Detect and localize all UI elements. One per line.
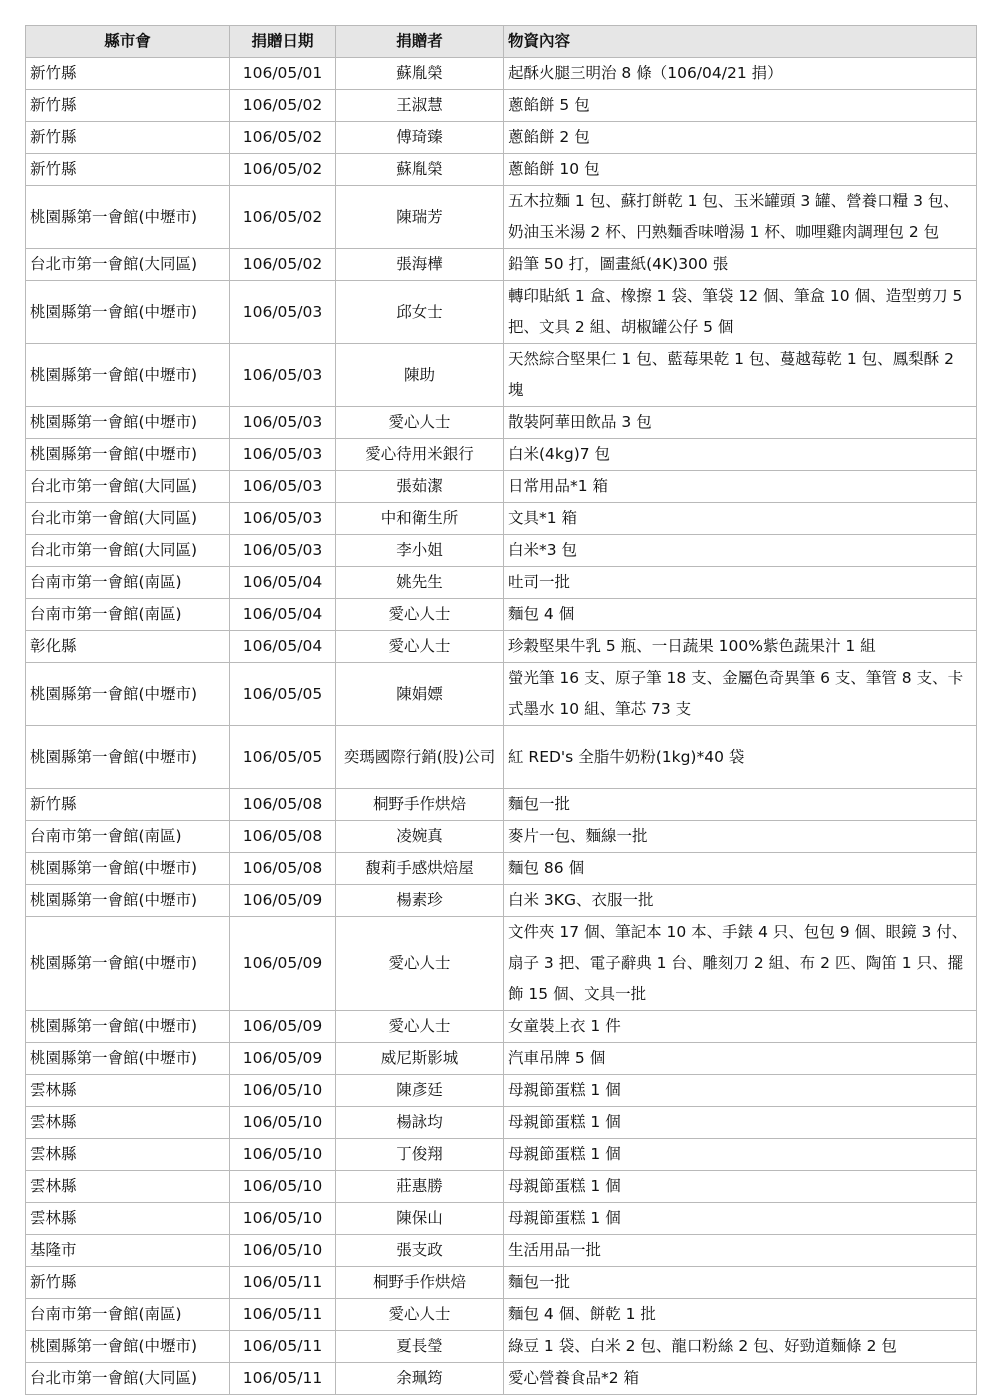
header-donor: 捐贈者	[336, 26, 504, 58]
cell-date: 106/05/09	[230, 917, 336, 1011]
table-row	[26, 1107, 977, 1139]
cell-date: 106/05/02	[230, 122, 336, 154]
cell-donor: 蘇胤榮	[336, 154, 504, 186]
cell-date: 106/05/02	[230, 186, 336, 249]
cell-date: 106/05/03	[230, 535, 336, 567]
cell-county: 雲林縣	[26, 1075, 230, 1107]
cell-items: 母親節蛋糕 1 個	[504, 1171, 977, 1203]
cell-county: 新竹縣	[26, 58, 230, 90]
cell-donor: 愛心人士	[336, 1011, 504, 1043]
cell-date: 106/05/10	[230, 1107, 336, 1139]
cell-donor: 愛心人士	[336, 407, 504, 439]
cell-date: 106/05/10	[230, 1235, 336, 1267]
cell-date: 106/05/09	[230, 1011, 336, 1043]
cell-county: 桃園縣第一會館(中壢市)	[26, 407, 230, 439]
cell-donor: 馥莉手感烘焙屋	[336, 853, 504, 885]
cell-items: 愛心營養食品*2 箱	[504, 1363, 977, 1395]
cell-date: 106/05/11	[230, 1363, 336, 1395]
table-row	[26, 567, 977, 599]
cell-donor: 夏長瑩	[336, 1331, 504, 1363]
cell-donor: 傅琦臻	[336, 122, 504, 154]
cell-donor: 桐野手作烘焙	[336, 1267, 504, 1299]
table-row	[26, 917, 977, 1011]
cell-county: 新竹縣	[26, 122, 230, 154]
cell-items: 蔥餡餅 2 包	[504, 122, 977, 154]
cell-county: 桃園縣第一會館(中壢市)	[26, 1043, 230, 1075]
cell-date: 106/05/03	[230, 281, 336, 344]
cell-date: 106/05/09	[230, 885, 336, 917]
cell-donor: 奕瑪國際行銷(股)公司	[336, 726, 504, 789]
cell-items: 五木拉麵 1 包、蘇打餅乾 1 包、玉米罐頭 3 罐、營養口糧 3 包、奶油玉米湯 2 杯、円熟麵香味噌湯 1 杯、咖哩雞肉調理包 2 包	[504, 186, 977, 249]
table-row	[26, 281, 977, 344]
cell-county: 桃園縣第一會館(中壢市)	[26, 1331, 230, 1363]
cell-donor: 姚先生	[336, 567, 504, 599]
cell-donor: 愛心人士	[336, 599, 504, 631]
cell-date: 106/05/05	[230, 726, 336, 789]
cell-date: 106/05/10	[230, 1203, 336, 1235]
cell-items: 女童裝上衣 1 件	[504, 1011, 977, 1043]
cell-items: 汽車吊牌 5 個	[504, 1043, 977, 1075]
cell-county: 桃園縣第一會館(中壢市)	[26, 853, 230, 885]
cell-donor: 中和衛生所	[336, 503, 504, 535]
cell-county: 新竹縣	[26, 154, 230, 186]
cell-items: 轉印貼紙 1 盒、橡擦 1 袋、筆袋 12 個、筆盒 10 個、造型剪刀 5 把、文具 2 組、胡椒罐公仔 5 個	[504, 281, 977, 344]
table-row	[26, 789, 977, 821]
cell-date: 106/05/08	[230, 853, 336, 885]
table-row	[26, 1203, 977, 1235]
cell-donor: 楊素珍	[336, 885, 504, 917]
cell-items: 麵包 4 個、餅乾 1 批	[504, 1299, 977, 1331]
table-row	[26, 503, 977, 535]
cell-county: 桃園縣第一會館(中壢市)	[26, 885, 230, 917]
cell-donor: 愛心待用米銀行	[336, 439, 504, 471]
cell-donor: 張海樺	[336, 249, 504, 281]
cell-county: 桃園縣第一會館(中壢市)	[26, 344, 230, 407]
cell-date: 106/05/05	[230, 663, 336, 726]
cell-items: 紅 RED's 全脂牛奶粉(1kg)*40 袋	[504, 726, 977, 789]
cell-date: 106/05/10	[230, 1171, 336, 1203]
cell-county: 桃園縣第一會館(中壢市)	[26, 917, 230, 1011]
cell-date: 106/05/08	[230, 821, 336, 853]
cell-items: 蔥餡餅 10 包	[504, 154, 977, 186]
cell-date: 106/05/11	[230, 1267, 336, 1299]
table-row	[26, 1171, 977, 1203]
cell-donor: 愛心人士	[336, 1299, 504, 1331]
table-row	[26, 90, 977, 122]
table-row	[26, 122, 977, 154]
cell-items: 鉛筆 50 打，圖畫紙(4K)300 張	[504, 249, 977, 281]
cell-date: 106/05/08	[230, 789, 336, 821]
cell-county: 桃園縣第一會館(中壢市)	[26, 663, 230, 726]
cell-items: 白米(4kg)7 包	[504, 439, 977, 471]
cell-county: 台南市第一會館(南區)	[26, 599, 230, 631]
table-header-row	[26, 26, 977, 58]
cell-county: 桃園縣第一會館(中壢市)	[26, 186, 230, 249]
table-row	[26, 853, 977, 885]
cell-county: 彰化縣	[26, 631, 230, 663]
cell-date: 106/05/11	[230, 1299, 336, 1331]
cell-county: 台北市第一會館(大同區)	[26, 503, 230, 535]
cell-items: 母親節蛋糕 1 個	[504, 1107, 977, 1139]
table-row	[26, 535, 977, 567]
cell-items: 生活用品一批	[504, 1235, 977, 1267]
cell-date: 106/05/03	[230, 439, 336, 471]
cell-county: 桃園縣第一會館(中壢市)	[26, 726, 230, 789]
cell-donor: 陳娟嫖	[336, 663, 504, 726]
cell-county: 台北市第一會館(大同區)	[26, 249, 230, 281]
table-row	[26, 471, 977, 503]
cell-items: 文具*1 箱	[504, 503, 977, 535]
cell-county: 雲林縣	[26, 1171, 230, 1203]
cell-donor: 丁俊翔	[336, 1139, 504, 1171]
cell-items: 麥片一包、麵線一批	[504, 821, 977, 853]
cell-items: 天然綜合堅果仁 1 包、藍莓果乾 1 包、蔓越莓乾 1 包、鳳梨酥 2 塊	[504, 344, 977, 407]
cell-items: 白米 3KG、衣服一批	[504, 885, 977, 917]
table-row	[26, 1235, 977, 1267]
cell-donor: 余珮筠	[336, 1363, 504, 1395]
table-row	[26, 58, 977, 90]
cell-donor: 威尼斯影城	[336, 1043, 504, 1075]
cell-donor: 蘇胤榮	[336, 58, 504, 90]
table-row	[26, 631, 977, 663]
cell-items: 麵包一批	[504, 789, 977, 821]
table-row	[26, 439, 977, 471]
cell-date: 106/05/02	[230, 90, 336, 122]
cell-county: 新竹縣	[26, 90, 230, 122]
cell-items: 綠豆 1 袋、白米 2 包、龍口粉絲 2 包、好勁道麵條 2 包	[504, 1331, 977, 1363]
table-row	[26, 663, 977, 726]
cell-county: 桃園縣第一會館(中壢市)	[26, 281, 230, 344]
cell-date: 106/05/03	[230, 471, 336, 503]
cell-items: 散裝阿華田飲品 3 包	[504, 407, 977, 439]
cell-donor: 陳瑞芳	[336, 186, 504, 249]
table-row	[26, 186, 977, 249]
header-items: 物資內容	[504, 26, 977, 58]
cell-county: 雲林縣	[26, 1139, 230, 1171]
cell-donor: 陳保山	[336, 1203, 504, 1235]
cell-date: 106/05/02	[230, 249, 336, 281]
cell-donor: 王淑慧	[336, 90, 504, 122]
cell-items: 白米*3 包	[504, 535, 977, 567]
cell-items: 吐司一批	[504, 567, 977, 599]
table-row	[26, 1011, 977, 1043]
cell-items: 母親節蛋糕 1 個	[504, 1203, 977, 1235]
cell-items: 蔥餡餅 5 包	[504, 90, 977, 122]
cell-date: 106/05/04	[230, 567, 336, 599]
table-row	[26, 1075, 977, 1107]
table-row	[26, 599, 977, 631]
table-row	[26, 885, 977, 917]
cell-date: 106/05/10	[230, 1139, 336, 1171]
cell-items: 麵包 4 個	[504, 599, 977, 631]
cell-items: 文件夾 17 個、筆記本 10 本、手錶 4 只、包包 9 個、眼鏡 3 付、扇子 3 把、電子辭典 1 台、雕刻刀 2 組、布 2 匹、陶笛 1 只、擺飾 15 個、文具一批	[504, 917, 977, 1011]
cell-items: 起酥火腿三明治 8 條（106/04/21 捐）	[504, 58, 977, 90]
table-row	[26, 1043, 977, 1075]
cell-donor: 愛心人士	[336, 917, 504, 1011]
cell-county: 新竹縣	[26, 1267, 230, 1299]
cell-date: 106/05/03	[230, 503, 336, 535]
table-row	[26, 344, 977, 407]
cell-county: 基隆市	[26, 1235, 230, 1267]
cell-donor: 陳助	[336, 344, 504, 407]
cell-county: 台南市第一會館(南區)	[26, 821, 230, 853]
cell-items: 麵包一批	[504, 1267, 977, 1299]
table-row	[26, 726, 977, 789]
cell-donor: 張茹潔	[336, 471, 504, 503]
table-row	[26, 1331, 977, 1363]
cell-county: 桃園縣第一會館(中壢市)	[26, 1011, 230, 1043]
cell-donor: 凌婉真	[336, 821, 504, 853]
cell-county: 台北市第一會館(大同區)	[26, 1363, 230, 1395]
table-row	[26, 154, 977, 186]
cell-items: 珍穀堅果牛乳 5 瓶、一日蔬果 100%紫色蔬果汁 1 組	[504, 631, 977, 663]
donation-table	[25, 25, 977, 1395]
cell-county: 台南市第一會館(南區)	[26, 567, 230, 599]
cell-county: 台北市第一會館(大同區)	[26, 471, 230, 503]
table-row	[26, 821, 977, 853]
cell-items: 母親節蛋糕 1 個	[504, 1139, 977, 1171]
table-row	[26, 1139, 977, 1171]
cell-date: 106/05/03	[230, 344, 336, 407]
cell-date: 106/05/02	[230, 154, 336, 186]
cell-date: 106/05/10	[230, 1075, 336, 1107]
cell-county: 雲林縣	[26, 1203, 230, 1235]
table-row	[26, 1299, 977, 1331]
cell-items: 日常用品*1 箱	[504, 471, 977, 503]
cell-county: 台南市第一會館(南區)	[26, 1299, 230, 1331]
cell-date: 106/05/04	[230, 599, 336, 631]
cell-date: 106/05/04	[230, 631, 336, 663]
cell-date: 106/05/03	[230, 407, 336, 439]
header-date: 捐贈日期	[230, 26, 336, 58]
cell-date: 106/05/09	[230, 1043, 336, 1075]
cell-donor: 莊惠勝	[336, 1171, 504, 1203]
table-row	[26, 1363, 977, 1395]
cell-county: 新竹縣	[26, 789, 230, 821]
cell-items: 母親節蛋糕 1 個	[504, 1075, 977, 1107]
cell-items: 麵包 86 個	[504, 853, 977, 885]
header-county: 縣市會	[26, 26, 230, 58]
cell-donor: 桐野手作烘焙	[336, 789, 504, 821]
table-row	[26, 1267, 977, 1299]
table-row	[26, 249, 977, 281]
cell-items: 螢光筆 16 支、原子筆 18 支、金屬色奇異筆 6 支、筆管 8 支、卡式墨水 10 組、筆芯 73 支	[504, 663, 977, 726]
cell-county: 台北市第一會館(大同區)	[26, 535, 230, 567]
cell-date: 106/05/11	[230, 1331, 336, 1363]
cell-date: 106/05/01	[230, 58, 336, 90]
cell-donor: 愛心人士	[336, 631, 504, 663]
cell-donor: 楊詠均	[336, 1107, 504, 1139]
cell-donor: 李小姐	[336, 535, 504, 567]
cell-county: 桃園縣第一會館(中壢市)	[26, 439, 230, 471]
cell-donor: 張支政	[336, 1235, 504, 1267]
table-body	[26, 58, 977, 1395]
cell-county: 雲林縣	[26, 1107, 230, 1139]
table-row	[26, 407, 977, 439]
cell-donor: 邱女士	[336, 281, 504, 344]
cell-donor: 陳彥廷	[336, 1075, 504, 1107]
